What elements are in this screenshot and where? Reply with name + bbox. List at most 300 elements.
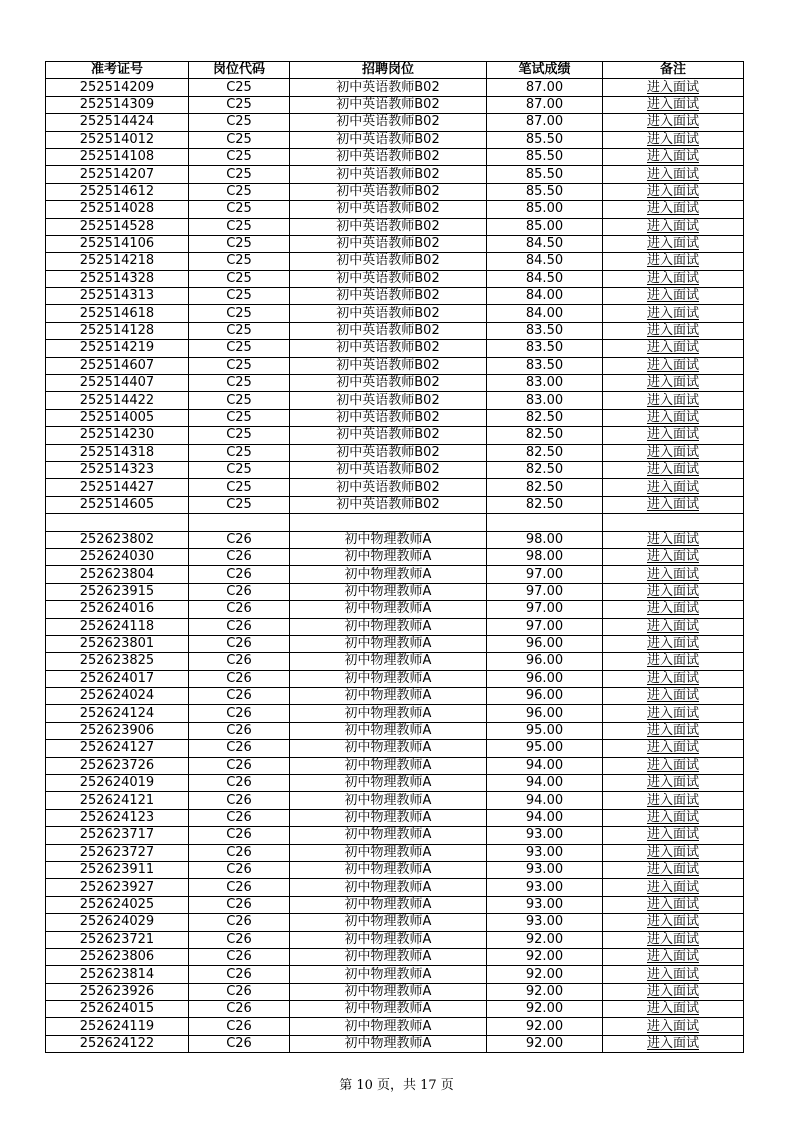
position-name-cell: 初中物理教师A [290,635,487,652]
exam-id-cell: 252623806 [46,948,189,965]
position-code-cell: C25 [189,357,290,374]
written-score-cell: 97.00 [487,583,603,600]
table-row [46,427,744,444]
remark-cell: 进入面试 [603,183,744,200]
position-code-cell: C25 [189,201,290,218]
remark-cell: 进入面试 [603,357,744,374]
written-score-cell: 84.00 [487,305,603,322]
position-code-cell [189,514,290,531]
written-score-cell: 96.00 [487,653,603,670]
position-code-cell: C25 [189,79,290,96]
position-name-cell: 初中物理教师A [290,792,487,809]
exam-id-cell: 252624024 [46,688,189,705]
written-score-cell: 84.50 [487,253,603,270]
remark-cell: 进入面试 [603,914,744,931]
written-score-cell: 93.00 [487,861,603,878]
position-code-cell: C25 [189,409,290,426]
position-name-cell: 初中英语教师B02 [290,235,487,252]
written-score-cell: 85.50 [487,183,603,200]
exam-id-cell: 252623915 [46,583,189,600]
table-row [46,722,744,739]
written-score-cell: 83.00 [487,392,603,409]
exam-id-cell: 252624025 [46,896,189,913]
position-name-cell: 初中物理教师A [290,931,487,948]
written-score-cell: 92.00 [487,948,603,965]
exam-id-cell: 252514318 [46,444,189,461]
position-code-cell: C26 [189,670,290,687]
remark-cell: 进入面试 [603,688,744,705]
remark-cell: 进入面试 [603,1001,744,1018]
position-code-cell: C26 [189,653,290,670]
table-row [46,183,744,200]
position-name-cell: 初中英语教师B02 [290,201,487,218]
exam-id-cell: 252624124 [46,705,189,722]
table-header-row [46,62,744,79]
written-score-cell: 84.00 [487,288,603,305]
exam-id-cell: 252514230 [46,427,189,444]
remark-cell: 进入面试 [603,583,744,600]
position-code-cell: C26 [189,1001,290,1018]
remark-cell: 进入面试 [603,844,744,861]
written-score-cell: 87.00 [487,79,603,96]
exam-id-cell [46,514,189,531]
remark-cell: 进入面试 [603,1018,744,1035]
exam-id-cell: 252624121 [46,792,189,809]
table-row [46,618,744,635]
position-name-cell: 初中物理教师A [290,601,487,618]
exam-id-cell: 252514128 [46,322,189,339]
exam-id-cell: 252623801 [46,635,189,652]
remark-cell: 进入面试 [603,740,744,757]
exam-id-cell: 252514108 [46,148,189,165]
written-score-cell: 84.50 [487,235,603,252]
exam-id-cell: 252514612 [46,183,189,200]
remark-cell: 进入面试 [603,235,744,252]
position-code-cell: C26 [189,792,290,809]
header-written-score: 笔试成绩 [487,62,603,79]
position-name-cell: 初中物理教师A [290,896,487,913]
position-code-cell: C26 [189,1018,290,1035]
remark-cell: 进入面试 [603,96,744,113]
written-score-cell: 87.00 [487,96,603,113]
table-row [46,548,744,565]
table-row [46,166,744,183]
table-row [46,566,744,583]
written-score-cell: 82.50 [487,427,603,444]
header-remark: 备注 [603,62,744,79]
exam-id-cell: 252514309 [46,96,189,113]
table-row [46,357,744,374]
written-score-cell: 83.50 [487,340,603,357]
exam-id-cell: 252514207 [46,166,189,183]
remark-cell: 进入面试 [603,879,744,896]
remark-cell: 进入面试 [603,948,744,965]
written-score-cell: 95.00 [487,722,603,739]
position-name-cell: 初中物理教师A [290,879,487,896]
remark-cell: 进入面试 [603,322,744,339]
table-row [46,705,744,722]
position-code-cell: C25 [189,148,290,165]
table-row [46,983,744,1000]
table-row [46,392,744,409]
position-code-cell: C26 [189,531,290,548]
remark-cell: 进入面试 [603,809,744,826]
remark-cell: 进入面试 [603,983,744,1000]
remark-cell: 进入面试 [603,409,744,426]
table-row [46,375,744,392]
exam-id-cell: 252514005 [46,409,189,426]
position-name-cell: 初中物理教师A [290,757,487,774]
remark-cell: 进入面试 [603,775,744,792]
remark-cell: 进入面试 [603,757,744,774]
written-score-cell: 92.00 [487,1035,603,1052]
table-row [46,1001,744,1018]
position-name-cell: 初中物理教师A [290,566,487,583]
position-code-cell: C26 [189,775,290,792]
written-score-cell: 85.50 [487,166,603,183]
header-position-code: 岗位代码 [189,62,290,79]
written-score-cell: 97.00 [487,618,603,635]
written-score-cell: 97.00 [487,566,603,583]
position-name-cell: 初中英语教师B02 [290,96,487,113]
written-score-cell: 93.00 [487,827,603,844]
position-code-cell: C25 [189,253,290,270]
written-score-cell: 82.50 [487,496,603,513]
exam-id-cell: 252514618 [46,305,189,322]
written-score-cell: 93.00 [487,896,603,913]
position-name-cell: 初中物理教师A [290,844,487,861]
table-row [46,688,744,705]
written-score-cell: 93.00 [487,879,603,896]
exam-id-cell: 252623721 [46,931,189,948]
exam-id-cell: 252623927 [46,879,189,896]
position-code-cell: C26 [189,722,290,739]
written-score-cell: 83.50 [487,357,603,374]
remark-cell: 进入面试 [603,548,744,565]
position-name-cell: 初中物理教师A [290,548,487,565]
table-row [46,896,744,913]
written-score-cell: 98.00 [487,548,603,565]
written-score-cell [487,514,603,531]
exam-id-cell: 252514028 [46,201,189,218]
written-score-cell: 85.50 [487,131,603,148]
position-code-cell: C25 [189,235,290,252]
position-code-cell: C26 [189,861,290,878]
remark-cell: 进入面试 [603,218,744,235]
position-name-cell: 初中英语教师B02 [290,148,487,165]
position-code-cell: C25 [189,322,290,339]
remark-cell: 进入面试 [603,618,744,635]
remark-cell: 进入面试 [603,444,744,461]
table-row [46,218,744,235]
exam-id-cell: 252514313 [46,288,189,305]
remark-cell [603,514,744,531]
table-row [46,322,744,339]
remark-cell: 进入面试 [603,201,744,218]
position-name-cell: 初中英语教师B02 [290,444,487,461]
remark-cell: 进入面试 [603,79,744,96]
exam-id-cell: 252624016 [46,601,189,618]
table-row [46,514,744,531]
table-row [46,253,744,270]
position-code-cell: C26 [189,844,290,861]
remark-cell: 进入面试 [603,114,744,131]
table-row [46,635,744,652]
exam-id-cell: 252514012 [46,131,189,148]
written-score-cell: 83.00 [487,375,603,392]
position-code-cell: C25 [189,166,290,183]
position-name-cell: 初中物理教师A [290,948,487,965]
table-row [46,444,744,461]
position-code-cell: C26 [189,601,290,618]
position-code-cell: C25 [189,305,290,322]
remark-cell: 进入面试 [603,427,744,444]
remark-cell: 进入面试 [603,392,744,409]
exam-id-cell: 252514427 [46,479,189,496]
position-name-cell: 初中物理教师A [290,740,487,757]
written-score-cell: 94.00 [487,809,603,826]
written-score-cell: 82.50 [487,461,603,478]
remark-cell: 进入面试 [603,792,744,809]
remark-cell: 进入面试 [603,861,744,878]
position-name-cell: 初中物理教师A [290,861,487,878]
position-code-cell: C26 [189,948,290,965]
score-table-container [45,61,743,1053]
exam-id-cell: 252514605 [46,496,189,513]
position-code-cell: C26 [189,635,290,652]
table-row [46,288,744,305]
table-row [46,879,744,896]
exam-id-cell: 252624017 [46,670,189,687]
table-row [46,1018,744,1035]
written-score-cell: 82.50 [487,444,603,461]
table-row [46,531,744,548]
position-code-cell: C25 [189,131,290,148]
table-row [46,809,744,826]
position-code-cell: C25 [189,270,290,287]
remark-cell: 进入面试 [603,601,744,618]
written-score-cell: 96.00 [487,705,603,722]
exam-id-cell: 252623804 [46,566,189,583]
exam-id-cell: 252624015 [46,1001,189,1018]
position-name-cell: 初中英语教师B02 [290,479,487,496]
remark-cell: 进入面试 [603,270,744,287]
exam-id-cell: 252514328 [46,270,189,287]
table-row [46,79,744,96]
position-name-cell: 初中英语教师B02 [290,375,487,392]
position-name-cell: 初中英语教师B02 [290,392,487,409]
position-name-cell: 初中物理教师A [290,688,487,705]
exam-id-cell: 252624019 [46,775,189,792]
exam-id-cell: 252623727 [46,844,189,861]
position-code-cell: C26 [189,966,290,983]
exam-id-cell: 252514607 [46,357,189,374]
exam-id-cell: 252514528 [46,218,189,235]
position-name-cell: 初中英语教师B02 [290,357,487,374]
remark-cell: 进入面试 [603,288,744,305]
exam-id-cell: 252624122 [46,1035,189,1052]
written-score-cell: 85.00 [487,218,603,235]
remark-cell: 进入面试 [603,896,744,913]
position-name-cell: 初中物理教师A [290,966,487,983]
written-score-cell: 96.00 [487,688,603,705]
remark-cell: 进入面试 [603,653,744,670]
position-code-cell: C25 [189,218,290,235]
position-name-cell: 初中物理教师A [290,1001,487,1018]
position-code-cell: C25 [189,183,290,200]
position-name-cell: 初中物理教师A [290,531,487,548]
written-score-cell: 92.00 [487,1018,603,1035]
table-row [46,409,744,426]
written-score-cell: 92.00 [487,1001,603,1018]
position-code-cell: C26 [189,740,290,757]
position-name-cell: 初中物理教师A [290,1035,487,1052]
remark-cell: 进入面试 [603,705,744,722]
table-row [46,948,744,965]
table-row [46,461,744,478]
position-code-cell: C26 [189,548,290,565]
position-name-cell: 初中英语教师B02 [290,322,487,339]
position-code-cell: C25 [189,288,290,305]
exam-id-cell: 252623814 [46,966,189,983]
remark-cell: 进入面试 [603,670,744,687]
position-code-cell: C25 [189,496,290,513]
exam-id-cell: 252623926 [46,983,189,1000]
table-row [46,96,744,113]
position-code-cell: C26 [189,896,290,913]
table-row [46,479,744,496]
position-name-cell: 初中物理教师A [290,809,487,826]
position-code-cell: C25 [189,340,290,357]
exam-id-cell: 252624029 [46,914,189,931]
position-code-cell: C26 [189,914,290,931]
table-row [46,861,744,878]
header-exam-id: 准考证号 [46,62,189,79]
exam-id-cell: 252514424 [46,114,189,131]
header-position-name: 招聘岗位 [290,62,487,79]
position-code-cell: C25 [189,461,290,478]
position-code-cell: C26 [189,583,290,600]
written-score-cell: 94.00 [487,775,603,792]
exam-id-cell: 252624119 [46,1018,189,1035]
position-code-cell: C26 [189,827,290,844]
position-name-cell: 初中英语教师B02 [290,427,487,444]
table-row [46,931,744,948]
position-name-cell: 初中物理教师A [290,775,487,792]
exam-id-cell: 252514106 [46,235,189,252]
table-row [46,827,744,844]
exam-id-cell: 252623825 [46,653,189,670]
table-row [46,653,744,670]
table-row [46,114,744,131]
exam-id-cell: 252514209 [46,79,189,96]
remark-cell: 进入面试 [603,479,744,496]
exam-id-cell: 252624030 [46,548,189,565]
position-name-cell: 初中英语教师B02 [290,183,487,200]
exam-id-cell: 252514407 [46,375,189,392]
written-score-cell: 87.00 [487,114,603,131]
position-code-cell: C25 [189,427,290,444]
position-code-cell: C26 [189,1035,290,1052]
position-name-cell: 初中物理教师A [290,1018,487,1035]
position-name-cell: 初中英语教师B02 [290,305,487,322]
exam-id-cell: 252624123 [46,809,189,826]
table-row [46,1035,744,1052]
table-row [46,201,744,218]
exam-id-cell: 252623717 [46,827,189,844]
table-body [46,79,744,1053]
score-table [45,61,744,1053]
position-code-cell: C26 [189,879,290,896]
written-score-cell: 96.00 [487,670,603,687]
written-score-cell: 92.00 [487,931,603,948]
table-row [46,583,744,600]
position-name-cell: 初中物理教师A [290,722,487,739]
written-score-cell: 97.00 [487,601,603,618]
exam-id-cell: 252623906 [46,722,189,739]
remark-cell: 进入面试 [603,635,744,652]
position-code-cell: C25 [189,375,290,392]
position-name-cell: 初中英语教师B02 [290,166,487,183]
remark-cell: 进入面试 [603,340,744,357]
position-name-cell: 初中物理教师A [290,670,487,687]
position-name-cell: 初中英语教师B02 [290,131,487,148]
position-code-cell: C26 [189,931,290,948]
position-code-cell: C26 [189,983,290,1000]
remark-cell: 进入面试 [603,566,744,583]
position-code-cell: C25 [189,96,290,113]
table-row [46,131,744,148]
exam-id-cell: 252624118 [46,618,189,635]
exam-id-cell: 252514218 [46,253,189,270]
position-name-cell: 初中物理教师A [290,583,487,600]
table-row [46,792,744,809]
remark-cell: 进入面试 [603,461,744,478]
remark-cell: 进入面试 [603,375,744,392]
position-name-cell: 初中英语教师B02 [290,409,487,426]
written-score-cell: 92.00 [487,966,603,983]
position-name-cell: 初中物理教师A [290,983,487,1000]
position-name-cell: 初中物理教师A [290,705,487,722]
position-name-cell: 初中英语教师B02 [290,340,487,357]
exam-id-cell: 252514219 [46,340,189,357]
table-row [46,966,744,983]
page-footer: 第 10 页，共 17 页 [339,1078,454,1093]
position-name-cell: 初中物理教师A [290,914,487,931]
written-score-cell: 95.00 [487,740,603,757]
position-code-cell: C26 [189,705,290,722]
position-name-cell: 初中英语教师B02 [290,253,487,270]
exam-id-cell: 252623726 [46,757,189,774]
table-row [46,740,744,757]
table-row [46,757,744,774]
position-name-cell: 初中英语教师B02 [290,218,487,235]
remark-cell: 进入面试 [603,305,744,322]
remark-cell: 进入面试 [603,722,744,739]
position-name-cell [290,514,487,531]
remark-cell: 进入面试 [603,827,744,844]
position-code-cell: C26 [189,618,290,635]
remark-cell: 进入面试 [603,1035,744,1052]
table-row [46,670,744,687]
table-row [46,305,744,322]
position-name-cell: 初中英语教师B02 [290,79,487,96]
table-row [46,270,744,287]
written-score-cell: 82.50 [487,409,603,426]
position-name-cell: 初中英语教师B02 [290,270,487,287]
position-code-cell: C26 [189,757,290,774]
written-score-cell: 94.00 [487,792,603,809]
